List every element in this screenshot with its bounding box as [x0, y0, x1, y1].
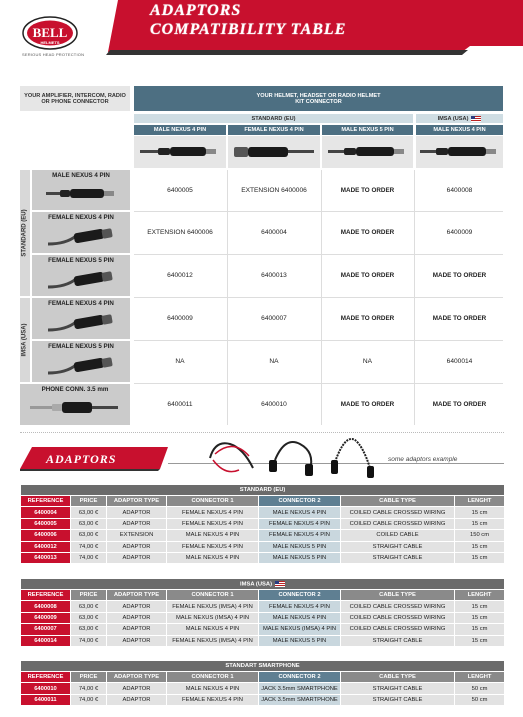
usa-flag-icon — [275, 581, 285, 587]
col-connector-1: CONNECTOR 1 — [167, 496, 259, 507]
cell-1-4: 6400008 — [416, 170, 503, 210]
col-cable-type: CABLE TYPE — [341, 496, 455, 507]
table-row: 6400009 63,00 € ADAPTOR MALE NEXUS (IMSA) 4 PIN MALE NEXUS 4 PIN COILED CABLE CROSSED WIRING 15 cm — [21, 612, 505, 623]
usa-flag-icon — [471, 116, 481, 122]
col-image-1 — [134, 136, 226, 168]
cell-6-3: MADE TO ORDER — [322, 384, 413, 425]
cell-1-3: MADE TO ORDER — [322, 170, 413, 210]
table-title: STANDART SMARTPHONE — [21, 661, 505, 672]
cell-4-4: MADE TO ORDER — [416, 298, 503, 339]
cell-2-4: 6400009 — [416, 212, 503, 253]
cell-4-3: MADE TO ORDER — [322, 298, 413, 339]
side-label-imsa: IMSA (USA) — [20, 298, 30, 382]
col-header-4: MALE NEXUS 4 PIN — [416, 125, 503, 135]
col-reference: REFERENCE — [21, 672, 71, 683]
adaptor-cables-image — [205, 430, 385, 480]
corner-label: YOUR AMPLIFIER, INTERCOM, RADIO OR PHONE CONNECTOR — [20, 86, 130, 111]
col-connector-2: CONNECTOR 2 — [259, 496, 341, 507]
table-row: 6400014 74,00 € ADAPTOR FEMALE NEXUS (IMSA) 4 PIN MALE NEXUS 5 PIN STRAIGHT CABLE 15 cm — [21, 635, 505, 646]
col-header-1: MALE NEXUS 4 PIN — [134, 125, 226, 135]
side-label-standard: STANDARD (EU) — [20, 170, 30, 296]
male-nexus-imsa-icon — [420, 145, 500, 159]
col-length: LENGHT — [455, 590, 505, 601]
table-title: STANDARD (EU) — [21, 485, 505, 496]
cell-5-3: NA — [322, 341, 413, 382]
col-connector-1: CONNECTOR 1 — [167, 590, 259, 601]
brand-sub-text: HELMETS — [40, 40, 60, 45]
table-row: 6400005 63,00 € ADAPTOR FEMALE NEXUS 4 PIN FEMALE NEXUS 4 PIN COILED CABLE CROSSED WIRING 15 cm — [21, 518, 505, 529]
col-length: LENGHT — [455, 496, 505, 507]
col-header-2: FEMALE NEXUS 4 PIN — [228, 125, 320, 135]
col-header-3: MALE NEXUS 5 PIN — [322, 125, 413, 135]
male-nexus-4pin-icon — [46, 187, 116, 201]
cell-6-1: 6400011 — [134, 384, 226, 425]
col-connector-2: CONNECTOR 2 — [259, 672, 341, 683]
cell-3-2: 6400013 — [228, 255, 320, 296]
page-header — [0, 0, 523, 66]
tagline: SERIOUS HEAD PROTECTION — [22, 52, 85, 57]
cell-3-4: MADE TO ORDER — [416, 255, 503, 296]
female-nexus-4pin-icon — [46, 224, 116, 248]
bell-logo — [22, 16, 78, 50]
top-label: YOUR HELMET, HEADSET OR RADIO HELMET KIT CONNECTOR — [134, 86, 503, 111]
cell-2-1: EXTENSION 6400006 — [134, 212, 226, 253]
row-label-5: FEMALE NEXUS 5 PIN — [32, 341, 130, 382]
cell-5-2: NA — [228, 341, 320, 382]
table-row: 6400008 63,00 € ADAPTOR FEMALE NEXUS (IMSA) 4 PIN FEMALE NEXUS 4 PIN COILED CABLE CROSSED WIRING 15 cm — [21, 601, 505, 612]
col-length: LENGHT — [455, 672, 505, 683]
col-adaptor-type: ADAPTOR TYPE — [107, 496, 167, 507]
table-title: IMSA (USA) — [21, 579, 505, 590]
row-label-1: MALE NEXUS 4 PIN — [32, 170, 130, 210]
row-label-2: FEMALE NEXUS 4 PIN — [32, 212, 130, 253]
table-row: 6400004 63,00 € ADAPTOR FEMALE NEXUS 4 PIN MALE NEXUS 4 PIN COILED CABLE CROSSED WIRING 15 cm — [21, 507, 505, 518]
table-smartphone — [20, 660, 505, 706]
col-image-3 — [322, 136, 413, 168]
adaptors-title: ADAPTORS — [46, 452, 117, 466]
table-row: 6400010 74,00 € ADAPTOR MALE NEXUS 4 PIN JACK 3.5mm SMARTPHONE STRAIGHT CABLE 50 cm — [21, 683, 505, 694]
female-nexus-5pin-icon — [46, 267, 116, 291]
col-cable-type: CABLE TYPE — [341, 672, 455, 683]
cell-4-1: 6400009 — [134, 298, 226, 339]
col-connector-1: CONNECTOR 1 — [167, 672, 259, 683]
adaptors-note: some adaptors example — [388, 456, 458, 463]
col-image-4 — [416, 136, 503, 168]
row-label-4: FEMALE NEXUS 4 PIN — [32, 298, 130, 339]
table-row: 6400013 74,00 € ADAPTOR MALE NEXUS 4 PIN MALE NEXUS 5 PIN STRAIGHT CABLE 15 cm — [21, 552, 505, 563]
col-price: PRICE — [71, 672, 107, 683]
cell-6-2: 6400010 — [228, 384, 320, 425]
cell-4-2: 6400007 — [228, 298, 320, 339]
group-imsa: IMSA (USA) — [416, 114, 503, 123]
cell-3-1: 6400012 — [134, 255, 226, 296]
col-price: PRICE — [71, 496, 107, 507]
cell-1-2: EXTENSION 6400006 — [228, 170, 320, 210]
table-row: 6400011 74,00 € ADAPTOR FEMALE NEXUS 4 PIN JACK 3.5mm SMARTPHONE STRAIGHT CABLE 50 cm — [21, 694, 505, 705]
cell-2-3: MADE TO ORDER — [322, 212, 413, 253]
group-standard: STANDARD (EU) — [134, 114, 413, 123]
col-reference: REFERENCE — [21, 590, 71, 601]
cell-5-1: NA — [134, 341, 226, 382]
cell-5-4: 6400014 — [416, 341, 503, 382]
female-nexus-imsa-5pin-icon — [46, 353, 116, 377]
page-title-line2: COMPATIBILITY TABLE — [150, 21, 347, 38]
female-nexus-4pin-icon — [234, 145, 314, 159]
table-row: 6400006 63,00 € EXTENSION MALE NEXUS 4 PIN FEMALE NEXUS 4 PIN COILED CABLE 150 cm — [21, 530, 505, 541]
cell-1-1: 6400005 — [134, 170, 226, 210]
table-standard — [20, 484, 505, 564]
col-connector-2: CONNECTOR 2 — [259, 590, 341, 601]
male-nexus-5pin-icon — [328, 145, 408, 159]
col-adaptor-type: ADAPTOR TYPE — [107, 590, 167, 601]
table-row: 6400012 74,00 € ADAPTOR FEMALE NEXUS 4 PIN MALE NEXUS 5 PIN STRAIGHT CABLE 15 cm — [21, 541, 505, 552]
female-nexus-imsa-icon — [46, 310, 116, 334]
col-reference: REFERENCE — [21, 496, 71, 507]
row-label-6: PHONE CONN. 3.5 mm — [20, 384, 130, 425]
cell-2-2: 6400004 — [228, 212, 320, 253]
cell-3-3: MADE TO ORDER — [322, 255, 413, 296]
col-adaptor-type: ADAPTOR TYPE — [107, 672, 167, 683]
col-price: PRICE — [71, 590, 107, 601]
row-label-3: FEMALE NEXUS 5 PIN — [32, 255, 130, 296]
cell-6-4: MADE TO ORDER — [416, 384, 503, 425]
col-image-2 — [228, 136, 320, 168]
phone-jack-icon — [30, 396, 120, 420]
male-nexus-4pin-icon — [140, 145, 220, 159]
table-row: 6400007 63,00 € ADAPTOR MALE NEXUS 4 PIN MALE NEXUS (IMSA) 4 PIN COILED CABLE CROSSED WIRING 15 cm — [21, 624, 505, 635]
page-title-line1: ADAPTORS — [150, 2, 242, 19]
brand-text: BELL — [32, 25, 68, 40]
col-cable-type: CABLE TYPE — [341, 590, 455, 601]
table-imsa — [20, 578, 505, 647]
